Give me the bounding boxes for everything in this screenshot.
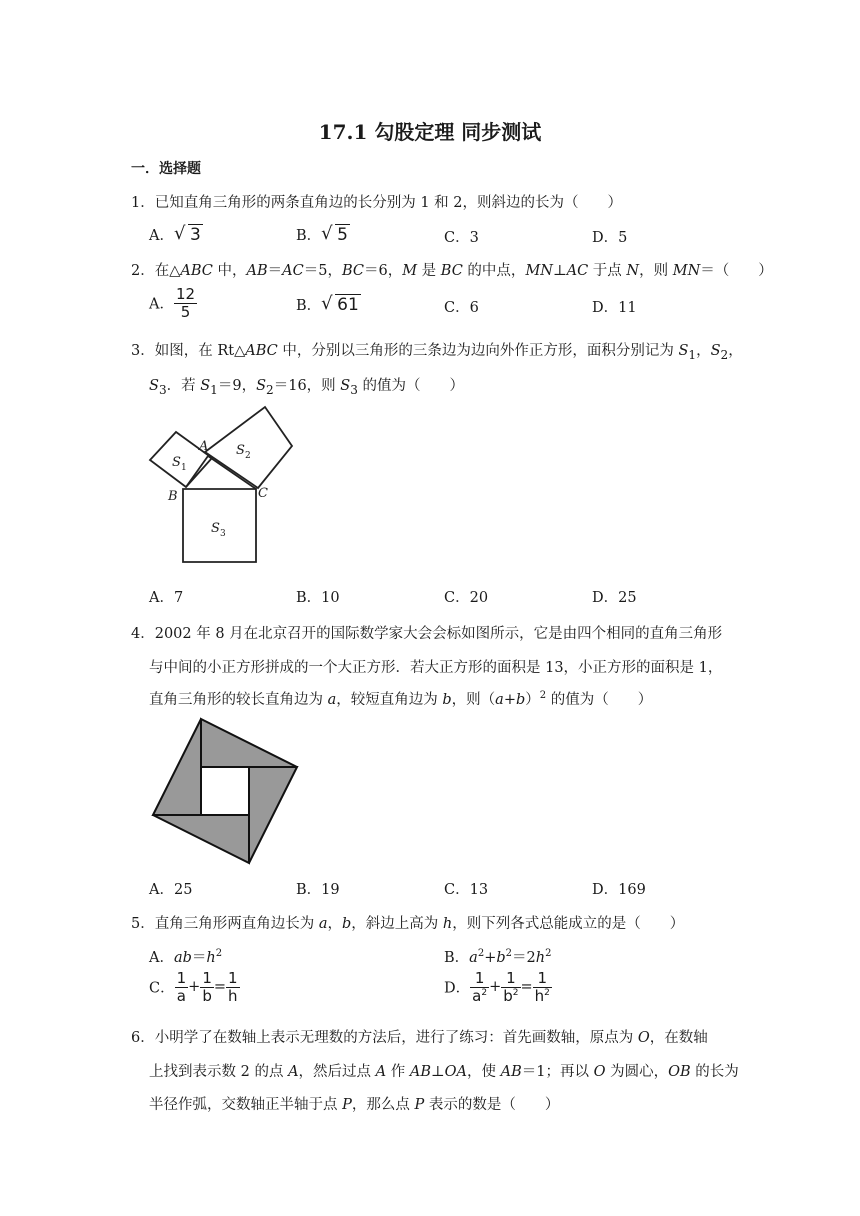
svg-text:1: 1 [181,463,187,473]
q1-option-a: A．√ 3 [149,224,203,245]
triangle-4 [153,719,201,815]
q5-option-a: A．$ab=h^2$ [149,948,223,966]
q2-b-radicand: 61 [337,295,359,315]
vertex-a-label: A [199,439,209,454]
svg-text:2: 2 [245,451,251,461]
q4-figure-pinwheel [145,712,305,867]
q2-option-a: A． $\frac{12}{5}$ [149,285,196,321]
section-heading: 一．选择题 [131,161,201,177]
s1-label: S [172,455,181,470]
q2-option-d: D．11 [592,300,637,316]
question-4-line-3: 直角三角形的较长直角边为 a，较短直角边为 b，则$(a+b)^2$ 的值为（ ） [149,690,653,708]
triangle-2 [249,767,297,863]
vertex-b-label: B [168,489,178,504]
q3-figure-squares [140,400,310,570]
question-6-line-3: 半径作弧，交数轴正半轴于点 P，那么点 P 表示的数是（ ） [149,1097,560,1113]
square-s2 [205,407,292,488]
s3-label: S [211,521,220,536]
question-4-line-2: 与中间的小正方形拼成的一个大正方形．若大正方形的面积是 13，小正方形的面积是 1， [149,660,723,676]
s2-label: S [236,443,245,458]
question-5: 5．直角三角形两直角边长为 a，b，斜边上高为 h，则下列各式总能成立的是（ ） [131,916,685,932]
q2-option-b: B．√ 61 [296,294,361,315]
question-1: 1．已知直角三角形的两条直角边的长分别为 1 和 2，则斜边的长为（ ） [131,195,623,211]
q1-b-radicand: 5 [337,225,348,245]
question-3-line-2: $S_3$．若 $S_1=9$，$S_2=16$，则 $S_3$ 的值为（ ） [149,378,465,397]
q5-option-d: D． $\frac{1}{a^2}$ + $\frac{1}{b^2}$ = $\frac{1}{h^2}$ [444,969,550,1005]
inner-square [201,767,249,815]
question-3-line-1: 3．如图，在 Rt△ABC 中，分别以三角形的三条边为边向外作正方形，面积分别记为 $S_1$，$S_2$， [131,343,743,362]
triangle-side-ab [186,456,208,487]
q4-option-b: B．19 [296,882,340,898]
question-6-line-2: 上找到表示数 2 的点 A，然后过点 A 作 AB⊥OA，使 AB＝1；再以 O 为圆心，OB 的长为 [149,1064,739,1080]
q3-option-a: A．7 [149,590,184,606]
q5-option-c: C． $\frac{1}{a}$ + $\frac{1}{b}$ = $\frac{1}{h}$ [149,969,238,1005]
q1-option-b: B．√ 5 [296,224,350,245]
triangle-3 [153,815,249,863]
question-4-line-1: 4．2002 年 8 月在北京召开的国际数学家大会会标如图所示，它是由四个相同的直角三角形 [131,626,723,642]
q1-option-c: C．3 [444,230,479,246]
q4-option-a: A．25 [149,882,193,898]
question-6-line-1: 6．小明学了在数轴上表示无理数的方法后，进行了练习：首先画数轴，原点为 O，在数轴 [131,1030,708,1046]
q5-option-b: B．$a^2+b^2=2h^2$ [444,948,552,966]
q4-option-d: D．169 [592,882,646,898]
svg-text:3: 3 [220,529,226,539]
q3-option-d: D．25 [592,590,637,606]
vertex-c-label: C [258,486,268,501]
triangle-1 [201,719,297,767]
q1-option-d: D．5 [592,230,628,246]
q2-option-c: C．6 [444,300,479,316]
page-title: 17.1 勾股定理 同步测试 [318,120,542,144]
q1-a-radicand: 3 [189,225,201,245]
q3-option-b: B．10 [296,590,340,606]
q4-option-c: C．13 [444,882,489,898]
question-2: 2．在△ABC 中，AB＝AC＝5，BC＝6，M 是 BC 的中点，MN⊥AC 于点 N，则 MN＝（ ） [131,263,773,279]
q3-option-c: C．20 [444,590,489,606]
